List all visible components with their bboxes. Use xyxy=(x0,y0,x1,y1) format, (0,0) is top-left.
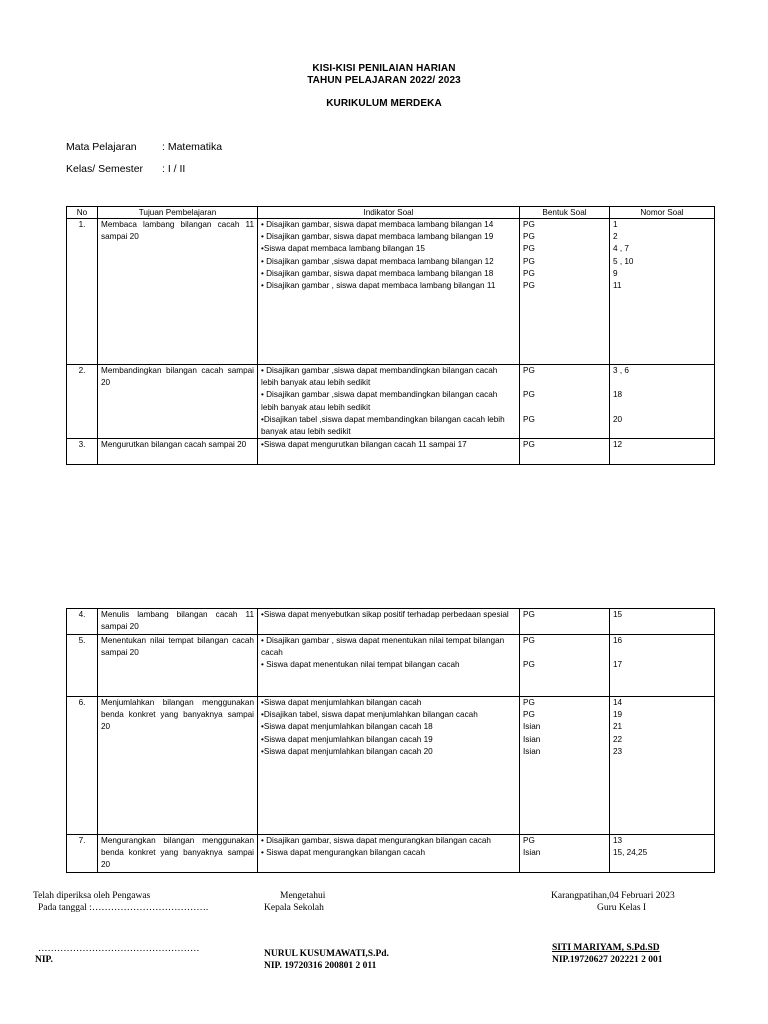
nomor-item: 20 xyxy=(613,414,623,424)
nomor-item: 23 xyxy=(613,746,623,756)
nomor-item: 13 xyxy=(613,836,623,845)
guru-place-date: Karangpatihan,04 Februari 2023 xyxy=(551,891,675,901)
indikator-item: • Disajikan gambar, siswa dapat mengurangkan bilangan cacah xyxy=(261,836,491,845)
table-row xyxy=(67,697,715,835)
pengawas-nip: NIP. xyxy=(35,955,53,965)
bentuk-item: PG xyxy=(523,232,535,242)
indikator-cell xyxy=(258,219,520,365)
indikator-item: • Disajikan gambar ,siswa dapat membandingkan bilangan cacah lebih banyak atau lebih sedikit xyxy=(261,390,498,412)
bentuk-item: Isian xyxy=(523,734,541,744)
guru-title: Guru Kelas I xyxy=(597,903,647,913)
bentuk-item: PG xyxy=(523,414,535,424)
row-number: 4. xyxy=(67,609,98,635)
kepala-label: Mengetahui xyxy=(280,891,326,901)
bentuk-item: PG xyxy=(523,636,535,645)
indikator-cell xyxy=(258,835,520,873)
pengawas-signature-line: …………………………………………… xyxy=(38,944,200,954)
tujuan-pembelajaran: Mengurutkan bilangan cacah sampai 20 xyxy=(98,439,258,465)
indikator-item: •Disajikan tabel, siswa dapat menjumlahkan bilangan cacah xyxy=(261,710,478,720)
nomor-item: 15 xyxy=(613,610,623,619)
indikator-item: • Disajikan gambar , siswa dapat membaca lambang bilangan 11 xyxy=(261,281,496,291)
kepala-name: NURUL KUSUMAWATI,S.Pd. xyxy=(264,949,389,959)
nomor-cell xyxy=(610,609,715,635)
indikator-item: •Siswa dapat menjumlahkan bilangan cacah 20 xyxy=(261,746,433,756)
indikator-item: •Siswa dapat menjumlahkan bilangan cacah 19 xyxy=(261,734,433,744)
bentuk-cell xyxy=(520,835,610,873)
tujuan-pembelajaran: Membaca lambang bilangan cacah 11 sampai 20 xyxy=(98,219,258,365)
bentuk-item: PG xyxy=(523,281,535,291)
indikator-cell xyxy=(258,439,520,465)
nomor-item: 17 xyxy=(613,660,623,670)
nomor-cell xyxy=(610,219,715,365)
guru-name: SITI MARIYAM, S.Pd.SD xyxy=(552,943,660,953)
indikator-item: •Siswa dapat menjumlahkan bilangan cacah 18 xyxy=(261,722,433,732)
nomor-item: 19 xyxy=(613,710,623,720)
guru-nip: NIP.19720627 202221 2 001 xyxy=(552,955,663,965)
nomor-cell xyxy=(610,835,715,873)
nomor-cell xyxy=(610,439,715,465)
table-row xyxy=(67,439,715,465)
table-row xyxy=(67,835,715,873)
bentuk-cell xyxy=(520,609,610,635)
nomor-item: 14 xyxy=(613,698,623,707)
bentuk-item: Isian xyxy=(523,848,541,858)
indikator-item: • Disajikan gambar, siswa dapat membaca lambang bilangan 14 xyxy=(261,220,494,229)
table-row xyxy=(67,219,715,365)
bentuk-cell xyxy=(520,439,610,465)
doc-year: TAHUN PELAJARAN 2022/ 2023 xyxy=(307,75,461,86)
subject-value: : Matematika xyxy=(162,141,223,153)
indikator-item: •Siswa dapat mengurutkan bilangan cacah 11 sampai 17 xyxy=(261,440,467,450)
subject-label: Mata Pelajaran xyxy=(66,141,137,153)
tujuan-pembelajaran: Menulis lambang bilangan cacah 11 sampai 20 xyxy=(98,609,258,635)
bentuk-item: PG xyxy=(523,440,535,450)
table-header-row xyxy=(67,207,715,219)
bentuk-item: PG xyxy=(523,220,535,229)
indikator-cell xyxy=(258,365,520,439)
row-number: 6. xyxy=(67,697,98,835)
class-value: : I / II xyxy=(162,163,186,175)
nomor-item: 11 xyxy=(613,281,622,291)
tujuan-pembelajaran: Menjumlahkan bilangan menggunakan benda konkret yang banyaknya sampai 20 xyxy=(98,697,258,835)
indikator-item: • Disajikan gambar, siswa dapat membaca lambang bilangan 18 xyxy=(261,268,494,278)
bentuk-item: PG xyxy=(523,836,535,845)
row-number: 2. xyxy=(67,365,98,439)
indikator-item: • Disajikan gambar, siswa dapat membaca lambang bilangan 19 xyxy=(261,232,494,242)
nomor-item: 1 xyxy=(613,220,618,229)
indikator-item: • Disajikan gambar ,siswa dapat membandingkan bilangan cacah lebih banyak atau lebih sedikit xyxy=(261,366,498,388)
indikator-cell xyxy=(258,635,520,697)
nomor-cell xyxy=(610,697,715,835)
indikator-item: • Disajikan gambar ,siswa dapat membaca lambang bilangan 12 xyxy=(261,256,494,266)
table-row xyxy=(67,635,715,697)
tujuan-pembelajaran: Membandingkan bilangan cacah sampai 20 xyxy=(98,365,258,439)
bentuk-item: PG xyxy=(523,660,535,670)
tujuan-pembelajaran: Menentukan nilai tempat bilangan cacah sampai 20 xyxy=(98,635,258,697)
kisi-table-part1 xyxy=(66,206,715,465)
row-number: 5. xyxy=(67,635,98,697)
nomor-item: 18 xyxy=(613,390,623,400)
row-number: 7. xyxy=(67,835,98,873)
header-no: No xyxy=(67,207,98,219)
kepala-title: Kepala Sekolah xyxy=(264,903,324,913)
indikator-item: •Siswa dapat menyebutkan sikap positif terhadap perbedaan spesial xyxy=(261,610,509,619)
nomor-item: 16 xyxy=(613,636,623,645)
tujuan-pembelajaran: Mengurangkan bilangan menggunakan benda konkret yang banyaknya sampai 20 xyxy=(98,835,258,873)
doc-curriculum: KURIKULUM MERDEKA xyxy=(326,98,442,109)
bentuk-item: PG xyxy=(523,366,535,375)
table-row xyxy=(67,609,715,635)
bentuk-item: PG xyxy=(523,244,535,254)
indikator-item: • Siswa dapat menentukan nilai tempat bilangan cacah xyxy=(261,660,460,670)
bentuk-item: Isian xyxy=(523,746,541,756)
header-tujuan: Tujuan Pembelajaran xyxy=(98,207,258,219)
bentuk-item: PG xyxy=(523,710,535,720)
doc-title: KISI-KISI PENILAIAN HARIAN xyxy=(312,63,456,74)
bentuk-item: PG xyxy=(523,610,535,619)
bentuk-item: PG xyxy=(523,268,535,278)
nomor-item: 5 , 10 xyxy=(613,256,634,266)
indikator-item: •Siswa dapat menjumlahkan bilangan cacah xyxy=(261,698,422,707)
nomor-item: 4 , 7 xyxy=(613,244,629,254)
indikator-item: •Siswa dapat membaca lambang bilangan 15 xyxy=(261,244,425,254)
bentuk-cell xyxy=(520,697,610,835)
header-indikator: Indikator Soal xyxy=(258,207,520,219)
nomor-item: 3 , 6 xyxy=(613,366,629,375)
nomor-item: 22 xyxy=(613,734,623,744)
nomor-cell xyxy=(610,635,715,697)
bentuk-item: PG xyxy=(523,256,535,266)
bentuk-cell xyxy=(520,635,610,697)
bentuk-item: PG xyxy=(523,698,535,707)
header-bentuk: Bentuk Soal xyxy=(520,207,610,219)
indikator-cell xyxy=(258,609,520,635)
class-label: Kelas/ Semester xyxy=(66,163,144,175)
kisi-table-part2 xyxy=(66,608,715,873)
pengawas-date: Pada tanggal :………………………………. xyxy=(38,903,209,913)
nomor-item: 12 xyxy=(613,440,623,450)
indikator-item: • Disajikan gambar , siswa dapat menentukan nilai tempat bilangan cacah xyxy=(261,636,505,658)
bentuk-cell xyxy=(520,365,610,439)
nomor-item: 15, 24,25 xyxy=(613,848,648,858)
header-nomor: Nomor Soal xyxy=(610,207,715,219)
nomor-item: 2 xyxy=(613,232,618,242)
pengawas-label: Telah diperiksa oleh Pengawas xyxy=(33,891,151,901)
kepala-nip: NIP. 19720316 200801 2 011 xyxy=(264,961,377,971)
nomor-item: 21 xyxy=(613,722,623,732)
table-row xyxy=(67,365,715,439)
row-number: 3. xyxy=(67,439,98,465)
indikator-item: •Disajikan tabel ,siswa dapat membandingkan bilangan cacah lebih banyak atau lebih sedikit xyxy=(261,414,505,437)
bentuk-cell xyxy=(520,219,610,365)
bentuk-item: PG xyxy=(523,390,535,400)
row-number: 1. xyxy=(67,219,98,365)
nomor-item: 9 xyxy=(613,268,618,278)
indikator-item: • Siswa dapat mengurangkan bilangan cacah xyxy=(261,848,425,858)
indikator-cell xyxy=(258,697,520,835)
nomor-cell xyxy=(610,365,715,439)
bentuk-item: Isian xyxy=(523,722,541,732)
